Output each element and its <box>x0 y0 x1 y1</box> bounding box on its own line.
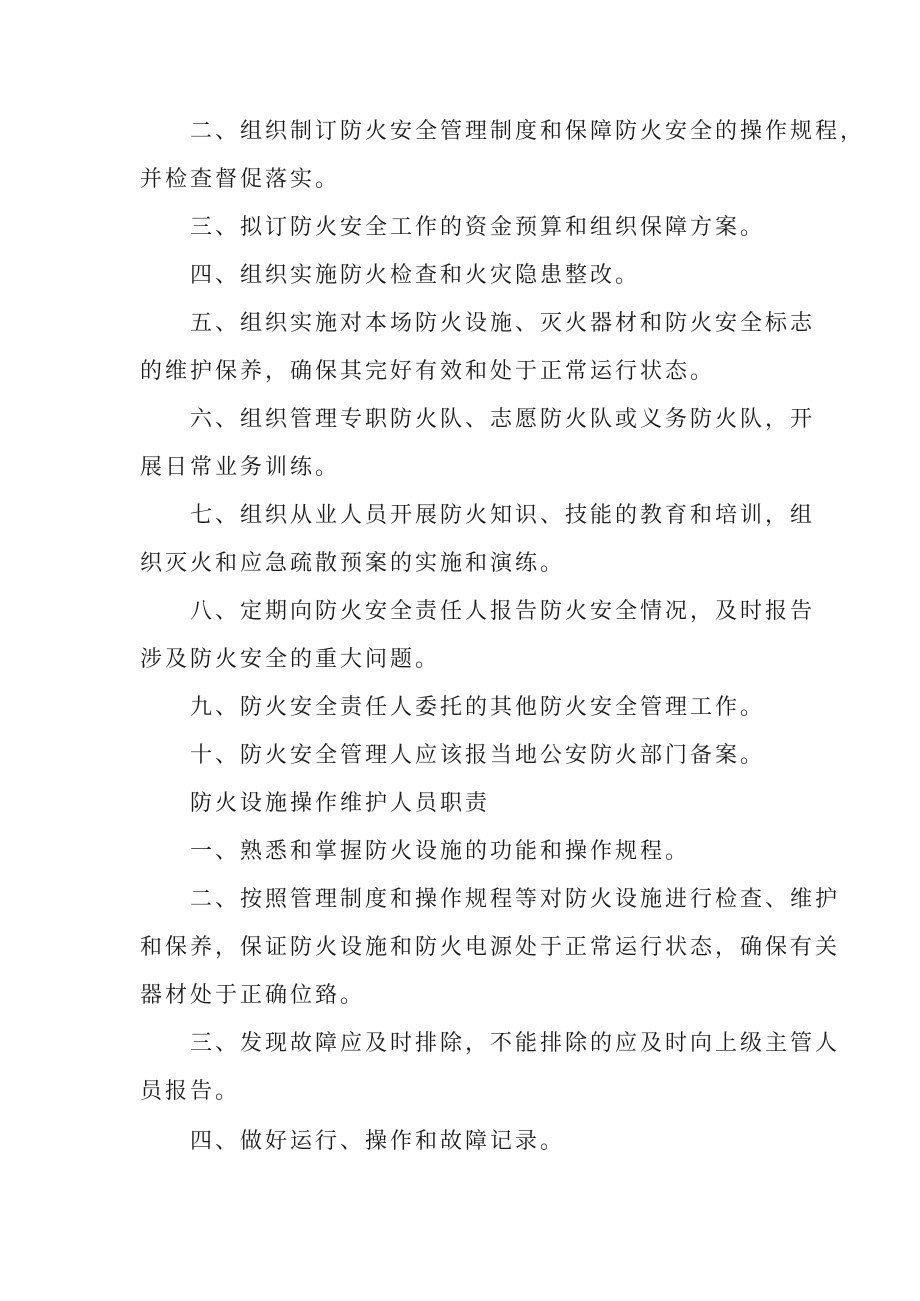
item-4: 四、组织实施防火检查和火灾隐患整改。 <box>190 263 641 288</box>
item-7-line-2: 织灭火和应急疏散预案的实施和演练。 <box>140 551 566 576</box>
item-6-line-1: 六、组织管理专职防火队、志愿防火队或义务防火队，开 <box>190 407 816 432</box>
item-5-line-1: 五、组织实施对本场防火设施、灭火器材和防火安全标志 <box>190 311 816 336</box>
duty-1: 一、熟悉和掌握防火设施的功能和操作规程。 <box>190 839 691 864</box>
item-3: 三、拟订防火安全工作的资金预算和组织保障方案。 <box>190 215 766 240</box>
duty-2-line-1: 二、按照管理制度和操作规程等对防火设施进行检查、维护 <box>190 887 841 912</box>
duty-2-line-3: 器材处于正确位臵。 <box>140 983 366 1008</box>
duty-3-line-1: 三、发现故障应及时排除，不能排除的应及时向上级主管人 <box>190 1031 841 1056</box>
item-5-line-2: 的维护保养，确保其完好有效和处于正常运行状态。 <box>140 359 716 384</box>
item-8-line-1: 八、定期向防火安全责任人报告防火安全情况，及时报告 <box>190 599 816 624</box>
item-2-line-1: 二、组织制订防火安全管理制度和保障防火安全的操作规程， <box>190 119 866 144</box>
duty-3-line-2: 员报告。 <box>140 1079 241 1104</box>
duty-4: 四、做好运行、操作和故障记录。 <box>190 1129 566 1154</box>
duty-2-line-2: 和保养，保证防火设施和防火电源处于正常运行状态，确保有关 <box>140 935 841 960</box>
section-heading: 防火设施操作维护人员职责 <box>190 791 491 816</box>
item-2-line-2: 并检查督促落实。 <box>140 167 341 192</box>
item-7-line-1: 七、组织从业人员开展防火知识、技能的教育和培训，组 <box>190 503 816 528</box>
item-9: 九、防火安全责任人委托的其他防火安全管理工作。 <box>190 695 766 720</box>
item-6-line-2: 展日常业务训练。 <box>140 455 341 480</box>
item-8-line-2: 涉及防火安全的重大问题。 <box>140 647 441 672</box>
item-10: 十、防火安全管理人应该报当地公安防火部门备案。 <box>190 743 766 768</box>
